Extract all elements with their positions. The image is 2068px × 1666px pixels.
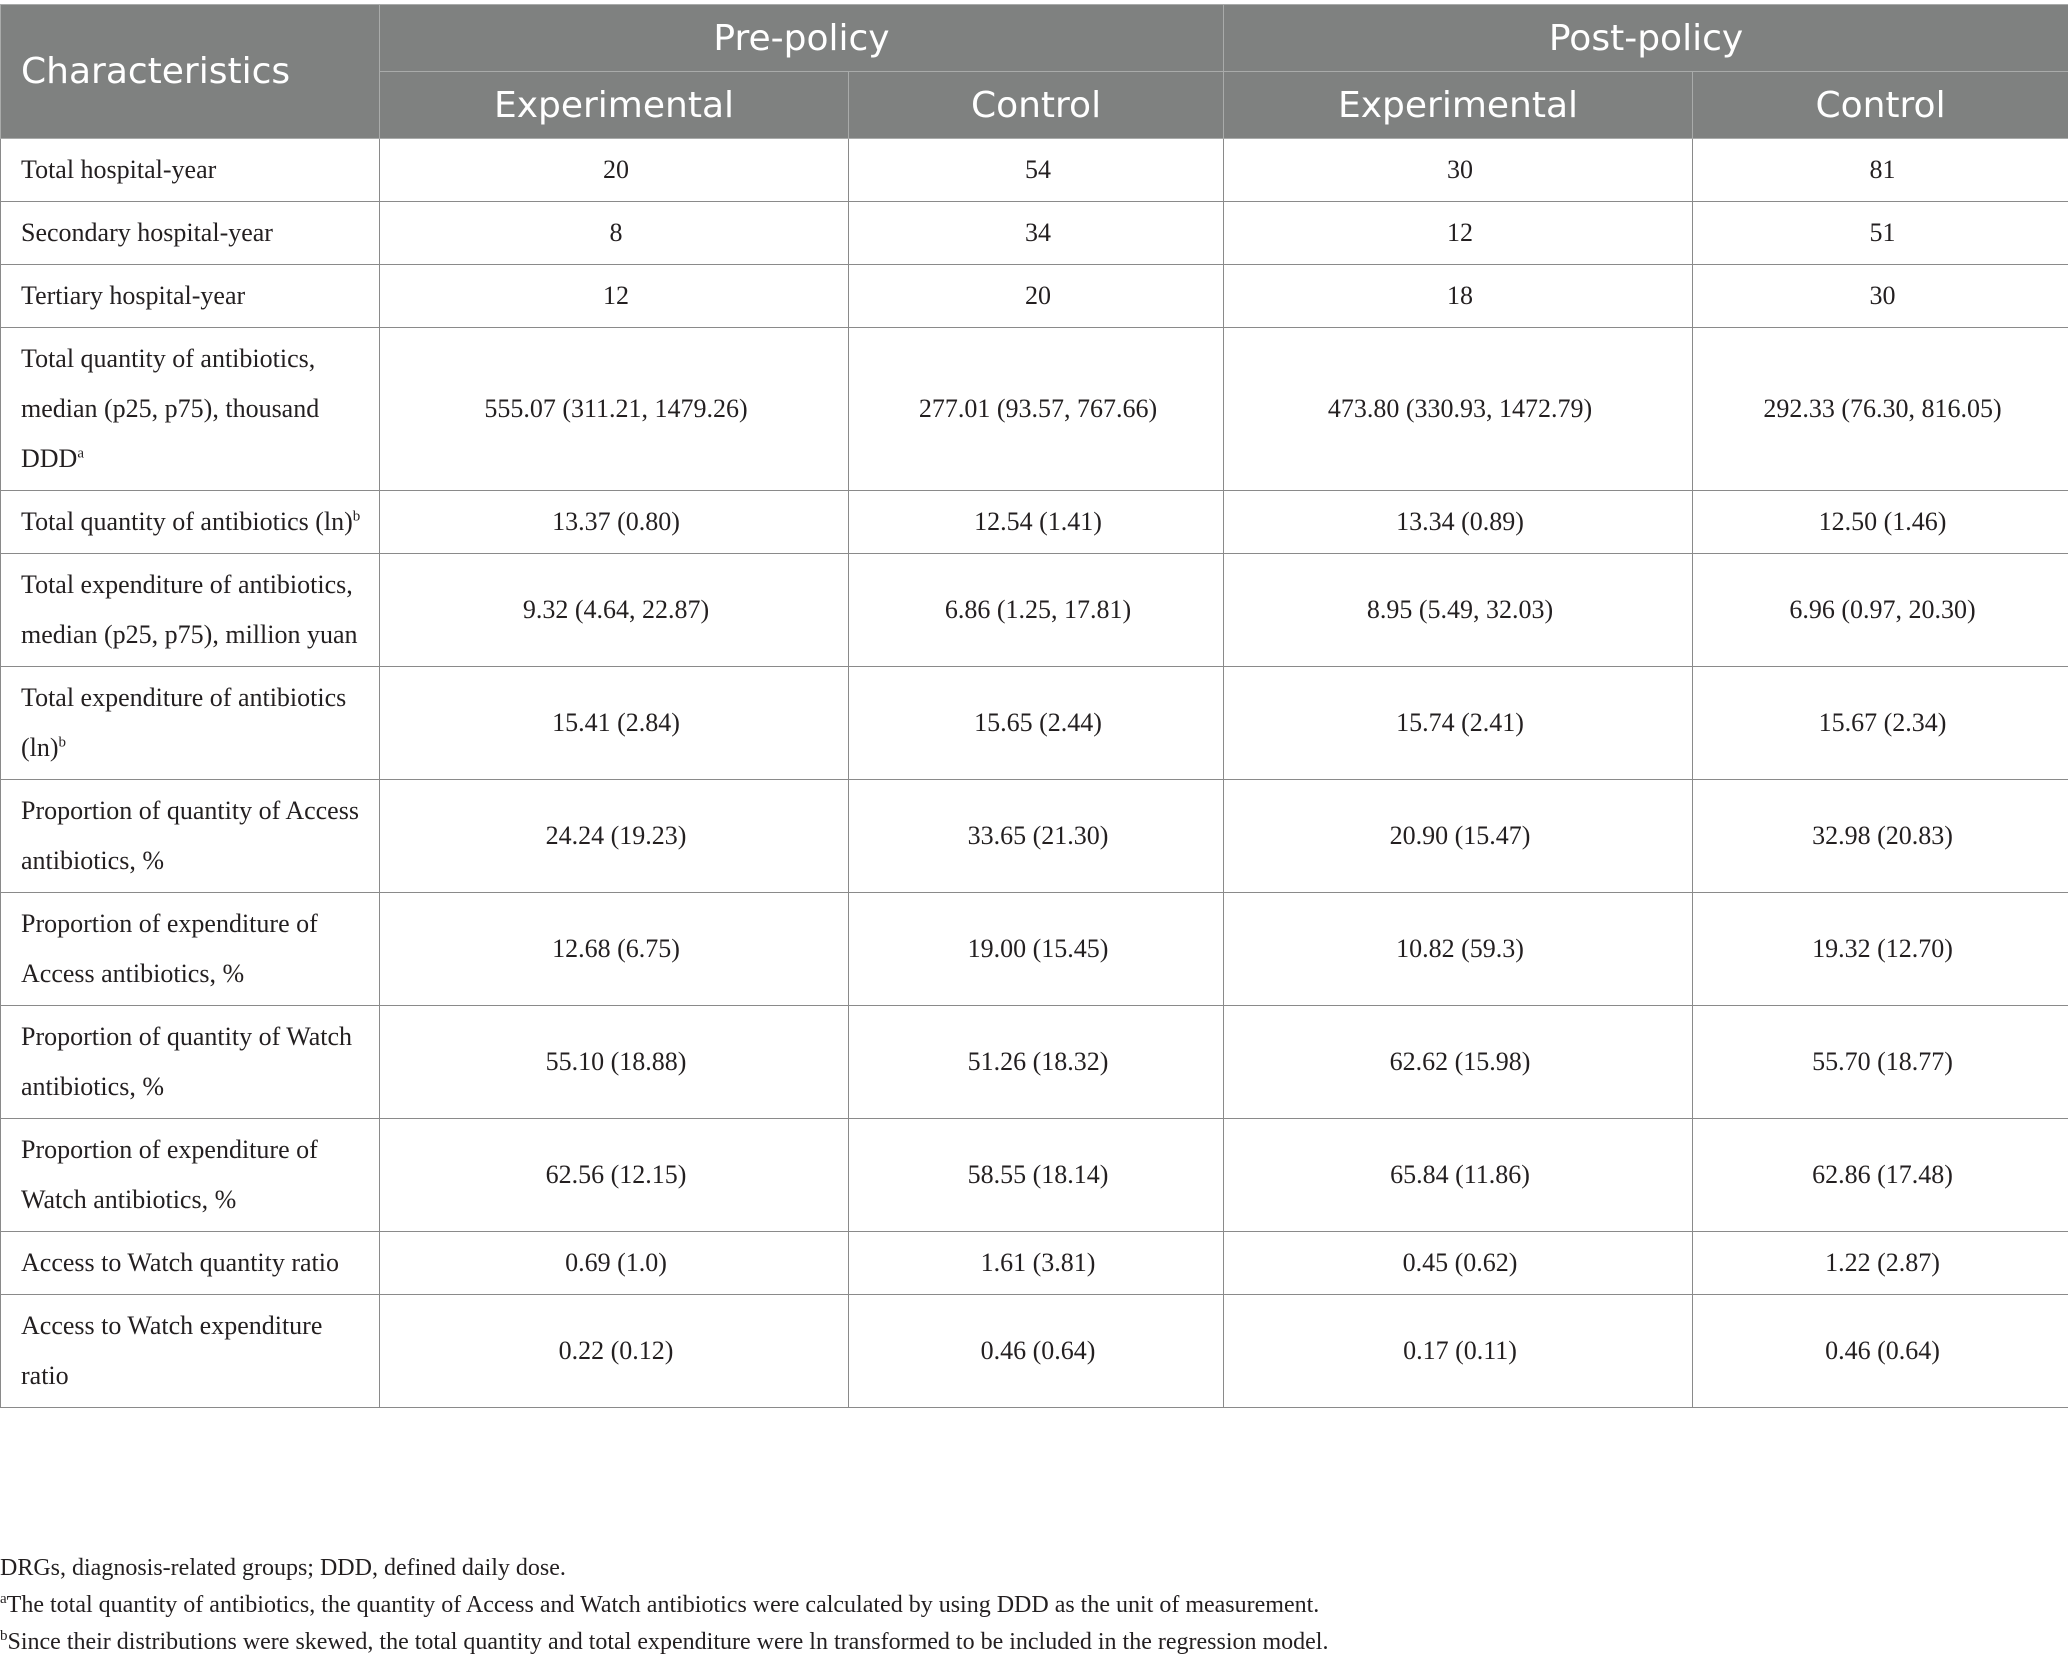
row-label bbox=[1, 328, 380, 491]
row-label-text: Total quantity of antibiotics, median (p25, p75), thousand DDD bbox=[21, 344, 320, 473]
table-row bbox=[1, 328, 2068, 491]
header-characteristics: Characteristics bbox=[1, 5, 380, 139]
table-cell: 10.82 (59.3) bbox=[1224, 893, 1693, 1006]
table-cell: 1.22 (2.87) bbox=[1693, 1232, 2068, 1295]
table-row bbox=[1, 1232, 2068, 1295]
row-label-text: Proportion of expenditure of Access antibiotics, % bbox=[21, 909, 318, 988]
table-row bbox=[1, 202, 2068, 265]
row-label-text: Proportion of expenditure of Watch antibiotics, % bbox=[21, 1135, 318, 1214]
table-cell: 0.69 (1.0) bbox=[380, 1232, 849, 1295]
footnote-marker: b bbox=[352, 508, 361, 525]
table-cell: 9.32 (4.64, 22.87) bbox=[380, 554, 849, 667]
table-footnotes bbox=[0, 1550, 2068, 1661]
table-cell: 13.37 (0.80) bbox=[380, 491, 849, 554]
table-cell: 277.01 (93.57, 767.66) bbox=[849, 328, 1224, 491]
table-row bbox=[1, 1119, 2068, 1232]
row-label-text: Total expenditure of antibiotics, median (p25, p75), million yuan bbox=[21, 570, 358, 649]
row-label-text: Secondary hospital-year bbox=[21, 218, 273, 247]
table-row bbox=[1, 491, 2068, 554]
table-cell: 19.00 (15.45) bbox=[849, 893, 1224, 1006]
footnote-marker: b bbox=[58, 734, 67, 751]
footnote bbox=[0, 1550, 2068, 1587]
row-label bbox=[1, 1295, 380, 1408]
table-cell: 51.26 (18.32) bbox=[849, 1006, 1224, 1119]
table-cell: 0.46 (0.64) bbox=[849, 1295, 1224, 1408]
row-label-text: Proportion of quantity of Access antibiotics, % bbox=[21, 796, 359, 875]
table-cell: 20 bbox=[849, 265, 1224, 328]
footnote-text: DRGs, diagnosis-related groups; DDD, defined daily dose. bbox=[0, 1555, 566, 1581]
characteristics-table bbox=[0, 4, 2068, 1408]
table-cell: 0.22 (0.12) bbox=[380, 1295, 849, 1408]
table-cell: 55.70 (18.77) bbox=[1693, 1006, 2068, 1119]
table-cell: 18 bbox=[1224, 265, 1693, 328]
table-cell: 62.86 (17.48) bbox=[1693, 1119, 2068, 1232]
row-label bbox=[1, 1119, 380, 1232]
table-row bbox=[1, 1006, 2068, 1119]
table-cell: 30 bbox=[1693, 265, 2068, 328]
header-post-experimental: Experimental bbox=[1224, 72, 1693, 139]
table-cell: 473.80 (330.93, 1472.79) bbox=[1224, 328, 1693, 491]
header-post-control: Control bbox=[1693, 72, 2068, 139]
table-cell: 8.95 (5.49, 32.03) bbox=[1224, 554, 1693, 667]
table-cell: 33.65 (21.30) bbox=[849, 780, 1224, 893]
table-cell: 12 bbox=[380, 265, 849, 328]
header-pre-control: Control bbox=[849, 72, 1224, 139]
row-label bbox=[1, 667, 380, 780]
table-cell: 81 bbox=[1693, 139, 2068, 202]
table-row bbox=[1, 265, 2068, 328]
table-cell: 32.98 (20.83) bbox=[1693, 780, 2068, 893]
table-cell: 51 bbox=[1693, 202, 2068, 265]
table-cell: 6.96 (0.97, 20.30) bbox=[1693, 554, 2068, 667]
table-cell: 6.86 (1.25, 17.81) bbox=[849, 554, 1224, 667]
table-row bbox=[1, 1295, 2068, 1408]
table-cell: 58.55 (18.14) bbox=[849, 1119, 1224, 1232]
row-label-text: Access to Watch quantity ratio bbox=[21, 1248, 340, 1277]
row-label-text: Total hospital-year bbox=[21, 155, 217, 184]
row-label-text: Access to Watch expenditure ratio bbox=[21, 1311, 323, 1390]
header-row-groups bbox=[1, 5, 2068, 72]
footnote-text: The total quantity of antibiotics, the quantity of Access and Watch antibiotics were calculated by using DDD as the unit of measurement. bbox=[6, 1592, 1320, 1618]
table-cell: 12.54 (1.41) bbox=[849, 491, 1224, 554]
row-label bbox=[1, 139, 380, 202]
header-pre-experimental: Experimental bbox=[380, 72, 849, 139]
table-cell: 24.24 (19.23) bbox=[380, 780, 849, 893]
table-cell: 54 bbox=[849, 139, 1224, 202]
table-cell: 30 bbox=[1224, 139, 1693, 202]
row-label-text: Total quantity of antibiotics (ln) bbox=[21, 507, 353, 536]
table-cell: 12 bbox=[1224, 202, 1693, 265]
table-cell: 1.61 (3.81) bbox=[849, 1232, 1224, 1295]
table-cell: 55.10 (18.88) bbox=[380, 1006, 849, 1119]
table-cell: 34 bbox=[849, 202, 1224, 265]
table-cell: 15.65 (2.44) bbox=[849, 667, 1224, 780]
row-label-text: Total expenditure of antibiotics (ln) bbox=[21, 683, 347, 762]
table-cell: 65.84 (11.86) bbox=[1224, 1119, 1693, 1232]
row-label-text: Tertiary hospital-year bbox=[21, 281, 246, 310]
row-label bbox=[1, 554, 380, 667]
table-cell: 20.90 (15.47) bbox=[1224, 780, 1693, 893]
table-cell: 62.56 (12.15) bbox=[380, 1119, 849, 1232]
footnote-marker: b bbox=[0, 1628, 8, 1644]
footnote bbox=[0, 1587, 2068, 1624]
row-label bbox=[1, 1006, 380, 1119]
table-cell: 19.32 (12.70) bbox=[1693, 893, 2068, 1006]
table-cell: 292.33 (76.30, 816.05) bbox=[1693, 328, 2068, 491]
table-row bbox=[1, 139, 2068, 202]
row-label bbox=[1, 265, 380, 328]
row-label bbox=[1, 1232, 380, 1295]
table-cell: 15.41 (2.84) bbox=[380, 667, 849, 780]
table-cell: 15.67 (2.34) bbox=[1693, 667, 2068, 780]
header-post-policy: Post-policy bbox=[1224, 5, 2068, 72]
table-cell: 12.50 (1.46) bbox=[1693, 491, 2068, 554]
table-row bbox=[1, 667, 2068, 780]
table-cell: 13.34 (0.89) bbox=[1224, 491, 1693, 554]
footnote-marker: a bbox=[77, 445, 85, 462]
footnote-text: Since their distributions were skewed, the total quantity and total expenditure were ln transformed to be included in the regression model. bbox=[7, 1629, 1329, 1655]
footnote-marker: a bbox=[0, 1591, 7, 1607]
row-label bbox=[1, 780, 380, 893]
table-row bbox=[1, 780, 2068, 893]
table-cell: 15.74 (2.41) bbox=[1224, 667, 1693, 780]
table-body bbox=[1, 139, 2068, 1408]
table-cell: 62.62 (15.98) bbox=[1224, 1006, 1693, 1119]
table-row bbox=[1, 893, 2068, 1006]
table-cell: 0.45 (0.62) bbox=[1224, 1232, 1693, 1295]
row-label-text: Proportion of quantity of Watch antibiotics, % bbox=[21, 1022, 353, 1101]
table-row bbox=[1, 554, 2068, 667]
table-cell: 12.68 (6.75) bbox=[380, 893, 849, 1006]
table-cell: 8 bbox=[380, 202, 849, 265]
table-cell: 20 bbox=[380, 139, 849, 202]
row-label bbox=[1, 491, 380, 554]
table-cell: 555.07 (311.21, 1479.26) bbox=[380, 328, 849, 491]
row-label bbox=[1, 202, 380, 265]
row-label bbox=[1, 893, 380, 1006]
footnote bbox=[0, 1624, 2068, 1661]
table-cell: 0.46 (0.64) bbox=[1693, 1295, 2068, 1408]
header-pre-policy: Pre-policy bbox=[380, 5, 1224, 72]
table-cell: 0.17 (0.11) bbox=[1224, 1295, 1693, 1408]
